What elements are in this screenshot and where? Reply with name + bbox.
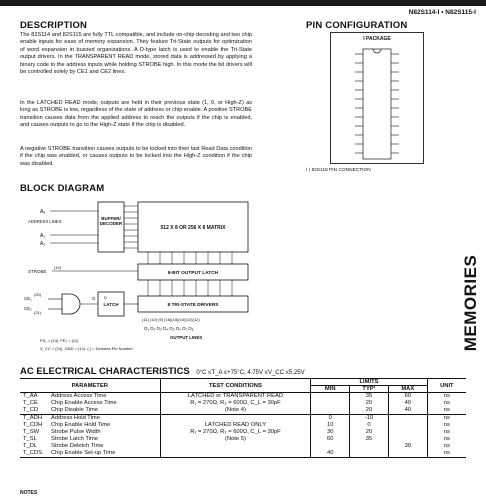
memories-side-text: MEMORIES — [461, 254, 480, 352]
latch-label: LATCH — [103, 302, 119, 307]
legend-line-1: FE₁ = (13), FE₂ = (11) — [40, 338, 79, 343]
g2-max: 30 — [388, 415, 427, 458]
g1-max: 60 40 40 — [388, 393, 427, 415]
memories-side-tab — [460, 238, 482, 368]
address-lines-label: ADDRESS LINES — [28, 219, 62, 224]
a0-label: A₀ — [40, 241, 46, 247]
block-diagram — [20, 196, 330, 356]
g2-test: LATCHED READ ONLY R₁ = 270Ω, R₂ = 600Ω, C_L = 30pF (Note 5) — [160, 415, 311, 458]
ce2-pin: (21) — [34, 310, 42, 315]
matrix-label: 512 X 8 OR 256 X 8 MATRIX — [160, 225, 226, 231]
test-header: TEST CONDITIONS — [160, 379, 311, 393]
dip-package-drawing — [331, 45, 423, 163]
g1-min — [311, 393, 350, 415]
param-header: PARAMETER — [20, 379, 160, 393]
g2-symbols: T_ADH T_CDH T_SW T_SL T_DL T_CDS — [23, 415, 43, 456]
pin-config-title: PIN CONFIGURATION — [306, 20, 408, 31]
g2-params: Address Hold Time Chip Enable Hold Time Strobe Pulse Width Strobe Latch Time Strobe Deletch Time Chip Enable Set-up Time — [48, 415, 160, 458]
g1-typ: 35 20 20 — [350, 393, 389, 415]
block-diagram-title: BLOCK DIAGRAM — [20, 183, 105, 194]
unit-header: UNIT — [440, 382, 454, 389]
ac-title-row — [20, 366, 305, 377]
ac-group-2 — [20, 415, 466, 458]
and-gate — [62, 294, 80, 314]
ce1-pin: (20) — [34, 292, 42, 297]
header-part-numbers: N82S114-I • N82S115-I — [408, 9, 476, 16]
notes-label: NOTES — [20, 490, 38, 496]
output-names: O₁ O₂ O₃ O₄ O₅ O₆ O₇ O₈ — [144, 326, 194, 331]
ac-group-1 — [20, 393, 466, 415]
typ-header: TYP¹ — [350, 386, 389, 393]
buffer-decoder-label: BUFFER/ DECODER — [99, 216, 123, 226]
ce2-label: CE₂ — [24, 306, 32, 311]
description-title: DESCRIPTION — [20, 20, 88, 31]
description-para-1: The 82S114 and 82S115 are fully TTL compatible, and include on-chip decoding and two chip enable inputs for ease of memory expansion. They feature Tri-State outputs for optimization of word expansion in bussed organizations. A D-type latch is used to enable the Tri-State output drivers. In the TRANSPARENT READ mode, stored data is addressed by applying a binary code to the address inputs while holding STROBE high. In this mode the bit drivers will be controlled solely by CE1 and CE2 lines. — [20, 32, 252, 76]
gate-g-label: G — [92, 296, 96, 301]
pin-config-box — [330, 32, 424, 164]
top-bar — [0, 0, 486, 6]
strobe-pin: (19) — [54, 265, 62, 270]
g2-typ: -10 0 20 35 — [350, 415, 389, 458]
ce1-label: CE₁ — [24, 296, 32, 301]
output-pin-numbers: (11) (10) (9) (16)(15)(14)(13)(12) — [142, 317, 200, 322]
min-header: MIN — [311, 386, 350, 393]
g2-unit: ns ns ns ns ns ns — [443, 415, 450, 456]
legend-line-2: V_CC = (24), GND = (12), ( ) = Denotes Pin Number — [40, 346, 133, 351]
package-label: I PACKAGE — [363, 36, 391, 42]
ac-conditions: 0°C ≤T_A ≤+75°C, 4.75V ≤V_CC ≤5.25V — [196, 370, 305, 376]
g2-min: 0 10 30 60 40 — [311, 415, 350, 458]
g1-unit: ns ns ns — [443, 393, 450, 413]
output-lines-label: OUTPUT LINES — [170, 335, 203, 340]
ac-table — [20, 378, 466, 458]
g1-params: Address Access Time Chip Enable Access Time Chip Disable Time — [48, 393, 160, 415]
ac-title: AC ELECTRICAL CHARACTERISTICS — [20, 366, 190, 377]
strobe-label: STROBE — [28, 269, 47, 274]
a8-label: A₈ — [40, 209, 46, 215]
limits-header: LIMITS — [311, 379, 427, 386]
max-header: MAX — [388, 386, 427, 393]
description-para-2: In the LATCHED READ mode, outputs are held in their previous state (1, 0, or High-Z) as long as STROBE is low, regardless of the state of address or chip enable. A positive STROBE transition causes data from the applied address to reach the outputs if the chip is enabled, and causes outputs to go to the High-Z state if the chip is disabled. — [20, 100, 252, 129]
drivers-label: 8 TRI-STATE DRIVERS — [167, 303, 219, 308]
g1-symbols: T_AA T_CE T_CD — [23, 393, 39, 413]
description-para-3: A negative STROBE transition causes outputs to be locked into their last Read Data condition if the chip was enabled, or causes outputs to be locked into the High-Z condition if the chip was disabled. — [20, 146, 252, 167]
pin-caption: I ) 82S115 PIN CONNECTION — [306, 168, 371, 173]
output-latch-label: 8-BIT OUTPUT LATCH — [167, 271, 219, 276]
latch-d-label: D — [104, 295, 107, 300]
a1-label: A₁ — [40, 233, 46, 239]
g1-test: LATCHED or TRANSPARENT READ R₁ = 270Ω, R₂ = 600Ω, C_L = 30pF (Note 4) — [160, 393, 311, 415]
